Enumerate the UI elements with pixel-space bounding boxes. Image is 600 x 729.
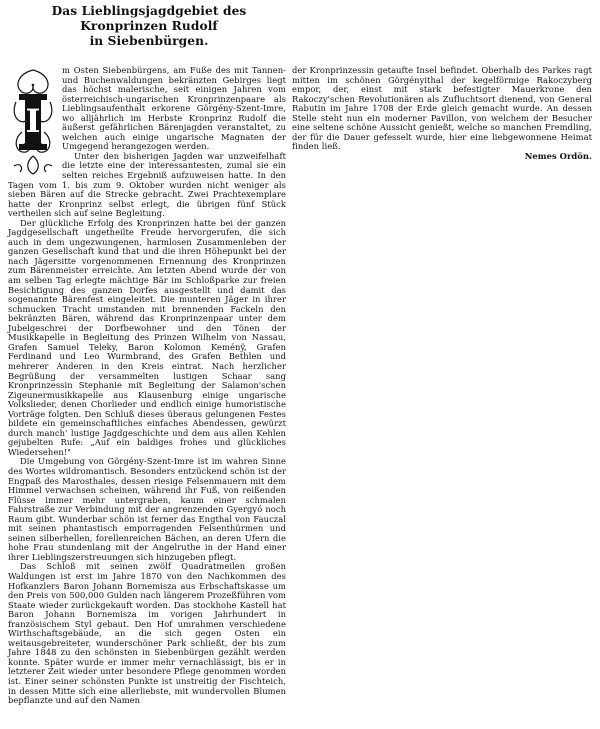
ornamental-initial-icon — [8, 66, 58, 178]
author-signature: Nemes Ordön. — [524, 150, 592, 161]
left-column — [8, 66, 286, 726]
paragraph-hunt: Unter den bisherigen Jagden war unzweifelhaft die letzte eine der interessantesten, zumal sie ein selten reiches Ergebniß aufzuweisen hatte. In den Tagen vom 1. bis zum 9. Oktober wurden nicht weniger als sieben Bären auf die Strecke gebracht. Zwei Prachtexemplare hatte der Kronprinz selbst erlegt, die übrigen fünf Stück vertheilen sich auf seine Begleitung. — [8, 150, 286, 219]
paragraph-bear-festival: Der glückliche Erfolg des Kronprinzen hatte bei der ganzen Jagdgesellschaft ungetheilte Freude hervorgerufen, die sich auch in dem ungezwungenen, harmlosen Zusammenleben der ganzen Gesellschaft kund that und die ihren Höhepunkt bei der nach Jägersitte vorgenommenen Ernennung des Kronprinzen zum Bärenmeister erreichte. Am letzten Abend wurde der von am selben Tag erlegte mächtige Bär im Schloßparke zur freien Besichtigung des ganzen Dorfes ausgestellt und damit das sogenannte Bärenfest eingeleitet. Die munteren Jäger in ihrer schmucken Tracht umstanden mit brennenden Fackeln den bekränzten Bären, während das Kronprinzenpaar unter dem Jubelgeschrei der Dorfbewohner und den Tönen der Musikkapelle in Begleitung des Prinzen Wilhelm von Nassau, Grafen Samuel Teleky, Baron Kolomon Keménÿ, Grafen Ferdinand und Leo Wurmbrand, des Grafen Bethlen und mehrerer Anderen in den Kreis eintrat. Nach herzlicher Begrüßung der versammelten lustigen Schaar sang Kronprinzessin Stephanie mit Begleitung der Salamon'schen Zigeunermusikkapelle aus Klausenburg einige ungarische Volkslieder, denen Chorlieder und endlich einige humoristische Vorträge folgten. Den Schluß dieses überaus gelungenen Festes bildete ein gemeinschaftliches einfaches Abendessen, gewürzt durch manch' lustige Jagdgeschichte und dem aus allen Kehlen gejubelten Rufe: „Auf ein baldiges frohes und glückliches Wiedersehen!" — [8, 217, 286, 457]
paragraph-intro: m Osten Siebenbürgens, am Fuße des mit Tannen- und Buchenwaldungen bekränzten Gebirges liegt das höchst malerische, seit einigen Jahren vom österreichisch-ungarischen Kronprinzenpaare als Lieblingsaufenthalt erkorene Görgény-Szent-Imre, wo alljährlich im Herbste Kronprinz Rudolf die äußerst gefährlichen Bärenjagden veranstaltet, zu welchen auch einige ungarische Magnaten der Umgegend herangezogen werden. — [62, 65, 286, 152]
title-line-2: in Siebenbürgen. — [89, 34, 209, 48]
svg-text:I: I — [25, 102, 41, 140]
paragraph-castle: Das Schloß mit seinen zwölf Quadratmeilen großen Waldungen ist erst im Jahre 1870 von den Nachkommen des Hofkanzlers Baron Johann Bornemisza aus Erbschaftskasse um den Preis von 500,000 Gulden nach längerem Prozeßführen vom Staate wieder zurückgekauft worden. Das stockhohe Kastell hat Baron Johann Bornemisza im vorigen Jahrhundert in französischem Styl gebaut. Den Hof umrahmen verschiedene Wirthschaftsgebäude, an die sich gegen Osten ein weitausgebreiteter, wunderschöner Park schließt, der bis zum Jahre 1848 zu den schönsten in Siebenbürgen gezählt werden konnte. Später wurde er immer mehr vernachlässigt, bis er in letzterer Zeit wieder unter besondere Pflege genommen worden ist. Einer seiner schönsten Punkte ist unstreitig der Fischteich, in dessen Mitte sich eine allerliebste, mit wundervollen Blumen bepflanzte und auf den Namen — [8, 561, 286, 706]
paragraph-island: der Kronprinzessin getaufte Insel befindet. Oberhalb des Parkes ragt mitten im schönen Görgényithal der kegelförmige Rakoczyberg empor, der, einst mit stark befestigter Mauerkrone den Rakoczy'schen Revolutionären als Zufluchtsort dienend, von General Rabutin im Jahre 1708 der Erde gleich gemacht wurde. An dessen Stelle steht nun ein moderner Pavillon, von welchem der Besucher eine seltene schöne Aussicht genießt, welche so manchen Fremdling, der für die Dauer gefesselt wurde, hier eine liebgewonnene Heimat finden ließ. — [292, 65, 592, 152]
article-title — [14, 4, 284, 49]
right-column — [292, 65, 592, 161]
paragraph-landscape: Die Umgebung von Görgény-Szent-Imre ist im wahren Sinne des Wortes wildromantisch. Besonders entzückend schön ist der Engpaß des Marosthales, dessen riesige Felsenmauern mit dem Himmel verwachsen scheinen, während ihr Fuß, von reißenden Flüsse immer mehr untergraben, kaum einer schmalen Fahrstraße zur Verbindung mit der angrenzenden Gyergyó noch Raum gibt. Wunderbar schön ist ferner das Engthal von Fauczal mit seinen phantastisch emporragenden Felsenthürmen und seinen silberhellen, forellenreichen Bächen, an deren Ufern die hohe Frau stundenlang mit der Angelruthe in der Hand einer ihrer Lieblingszerstreuungen sich hinzugeben pflegt. — [8, 456, 286, 562]
title-line-1: Das Lieblingsjagdgebiet des Kronprinzen Rudolf — [51, 4, 247, 33]
